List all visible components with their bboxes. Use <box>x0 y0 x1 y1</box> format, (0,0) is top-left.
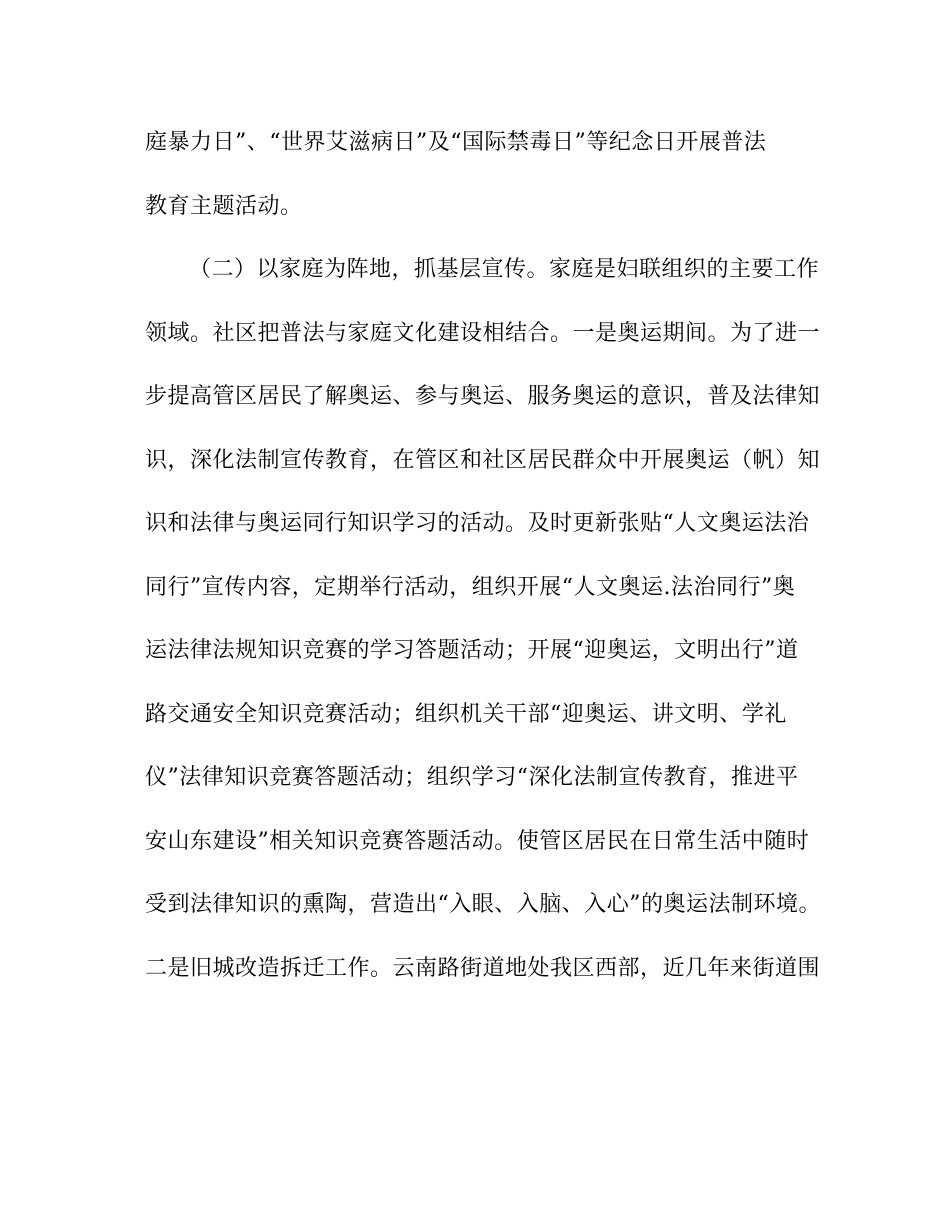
text-line: 同行”宣传内容，定期举行活动，组织开展“人文奥运.法治同行”奥 <box>145 574 796 600</box>
text-line: 领域。社区把普法与家庭文化建设相结合。一是奥运期间。为了进一 <box>145 320 821 346</box>
text-line: 安山东建设”相关知识竞赛答题活动。使管区居民在日常生活中随时 <box>145 828 810 854</box>
body-text <box>145 124 825 1013</box>
text-line: 仪”法律知识竞赛答题活动；组织学习“深化法制宣传教育，推进平 <box>145 765 799 790</box>
text-line: 步提高管区居民了解奥运、参与奥运、服务奥运的意识，普及法律知 <box>145 384 821 409</box>
text-line: 识，深化法制宣传教育，在管区和社区居民群众中开展奥运（帆）知 <box>145 447 821 473</box>
text-line: 路交通安全知识竞赛活动；组织机关干部“迎奥运、讲文明、学礼 <box>145 701 787 727</box>
text-line: 教育主题活动。 <box>145 193 303 219</box>
text-line: 运法律法规知识竞赛的学习答题活动；开展“迎奥运，文明出行”道 <box>145 638 799 663</box>
text-line: 二是旧城改造拆迁工作。云南路街道地处我区西部，近几年来街道围 <box>145 955 821 981</box>
text-line: 识和法律与奥运同行知识学习的活动。及时更新张贴“人文奥运法治 <box>145 511 810 536</box>
text-line: 受到法律知识的熏陶，营造出“入眼、入脑、入心”的奥运法制环境。 <box>145 892 821 917</box>
paragraph-start-line: （二）以家庭为阵地，抓基层宣传。家庭是妇联组织的主要工作 <box>189 257 820 282</box>
text-line: 庭暴力日”、“世界艾滋病日”及“国际禁毒日”等纪念日开展普法 <box>145 130 767 155</box>
